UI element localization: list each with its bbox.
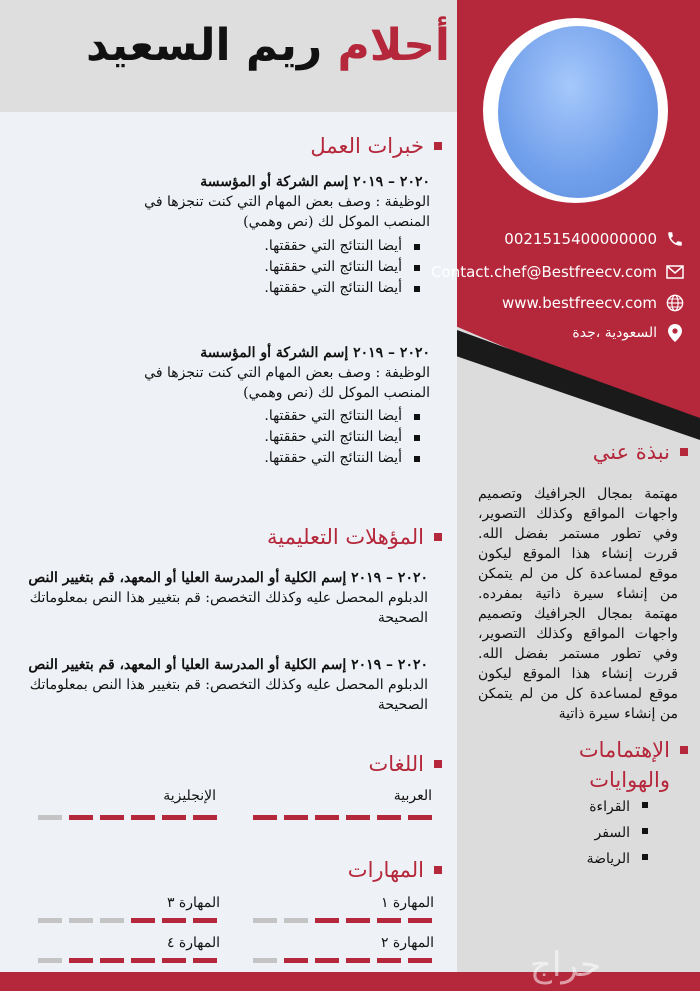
level-dash-filled bbox=[284, 815, 308, 820]
level-dash-empty bbox=[253, 958, 277, 963]
level-dash-filled bbox=[315, 815, 339, 820]
about-section-title bbox=[593, 440, 688, 464]
level-dash-empty bbox=[38, 815, 62, 820]
language-level-bar bbox=[253, 815, 432, 820]
job-results-1 bbox=[140, 236, 420, 299]
list-item: القراءة bbox=[508, 794, 648, 820]
list-item: أيضا النتائج التي حققتها. bbox=[140, 257, 420, 278]
level-dash-filled bbox=[131, 958, 155, 963]
level-dash-filled bbox=[346, 815, 370, 820]
education-title-text: المؤهلات التعليمية bbox=[267, 525, 424, 549]
level-dash-filled bbox=[377, 918, 401, 923]
hobbies-list bbox=[508, 794, 648, 872]
list-item: أيضا النتائج التي حققتها. bbox=[140, 236, 420, 257]
skill-label: المهارة ٤ bbox=[166, 935, 220, 951]
globe-icon bbox=[665, 293, 685, 313]
email-text[interactable]: Contact.chef@Bestfreecv.com bbox=[431, 263, 657, 281]
section-marker bbox=[434, 142, 442, 150]
list-item: الرياضة bbox=[508, 846, 648, 872]
location-text: السعودية ،جدة bbox=[572, 325, 657, 341]
location-pin-icon bbox=[665, 323, 685, 343]
list-item: أيضا النتائج التي حققتها. bbox=[140, 406, 420, 427]
about-text: مهتمة بمجال الجرافيك وتصميم واجهات المواقع وكذلك التصوير، وفي تطور مستمر بفضل الله. قررت إنشاء هذا الموقع ليكون موقع لمساعدة كل من لم يتمكن من إنشاء سيرة ذاتية بمفرده. مهتمة بمجال الجرافيك وتصميم واجهات المواقع وكذلك التصوير، وفي تطور مستمر بفضل الله. قررت إنشاء هذا الموقع ليكون موقع لمساعدة كل من لم يتمكن من إنشاء سيرة ذاتية bbox=[478, 486, 678, 722]
education-heading: ٢٠٢٠ – ٢٠١٩ إسم الكلية أو المدرسة العليا أو المعهد، قم بتغيير النص bbox=[28, 570, 428, 586]
envelope-icon bbox=[665, 262, 685, 282]
job-entry-2 bbox=[122, 343, 442, 403]
level-dash-empty bbox=[38, 958, 62, 963]
level-dash-filled bbox=[408, 958, 432, 963]
education-section-title bbox=[267, 525, 442, 549]
last-name: ريم السعيد bbox=[85, 20, 323, 71]
level-dash-filled bbox=[69, 958, 93, 963]
level-dash-filled bbox=[193, 958, 217, 963]
level-dash-empty bbox=[253, 918, 277, 923]
level-dash-filled bbox=[315, 958, 339, 963]
level-dash-empty bbox=[100, 918, 124, 923]
list-item: أيضا النتائج التي حققتها. bbox=[140, 427, 420, 448]
section-marker bbox=[680, 448, 688, 456]
hobbies-title-text: الإهتمامات والهوايات bbox=[578, 738, 670, 792]
skill-level-bar bbox=[253, 958, 432, 963]
skill-label: المهارة ٣ bbox=[166, 895, 220, 911]
level-dash-filled bbox=[131, 815, 155, 820]
level-dash-filled bbox=[315, 918, 339, 923]
phone-text: 0021515400000000 bbox=[504, 230, 657, 248]
phone-icon bbox=[665, 229, 685, 249]
job-heading: ٢٠٢٠ – ٢٠١٩ إسم الشركة أو المؤسسة bbox=[200, 174, 430, 190]
level-dash-filled bbox=[346, 958, 370, 963]
education-description: الدبلوم المحصل عليه وكذلك التخصص: قم بتغيير هذا النص بمعلوماتك الصحيحة bbox=[29, 590, 428, 626]
level-dash-filled bbox=[162, 918, 186, 923]
skill-level-bar bbox=[38, 958, 217, 963]
first-name: أحلام bbox=[337, 20, 450, 71]
level-dash-filled bbox=[408, 815, 432, 820]
section-marker bbox=[434, 533, 442, 541]
languages-title-text: اللغات bbox=[368, 752, 424, 776]
education-entry-2 bbox=[18, 655, 428, 715]
list-item: السفر bbox=[508, 820, 648, 846]
job-results-2 bbox=[140, 406, 420, 469]
job-entry-1 bbox=[122, 172, 442, 232]
language-label: الإنجليزية bbox=[163, 788, 216, 804]
watermark: حراج bbox=[530, 945, 602, 985]
level-dash-filled bbox=[100, 958, 124, 963]
level-dash-filled bbox=[162, 958, 186, 963]
level-dash-filled bbox=[69, 815, 93, 820]
skill-level-bar bbox=[253, 918, 432, 923]
level-dash-filled bbox=[377, 958, 401, 963]
languages-section-title bbox=[369, 752, 442, 776]
education-heading: ٢٠٢٠ – ٢٠١٩ إسم الكلية أو المدرسة العليا أو المعهد، قم بتغيير النص bbox=[28, 657, 428, 673]
skill-label: المهارة ٢ bbox=[380, 935, 434, 951]
job-heading: ٢٠٢٠ – ٢٠١٩ إسم الشركة أو المؤسسة bbox=[200, 345, 430, 361]
list-item: أيضا النتائج التي حققتها. bbox=[140, 278, 420, 299]
hobbies-section-title bbox=[538, 735, 688, 795]
section-marker bbox=[434, 866, 442, 874]
skill-level-bar bbox=[38, 918, 217, 923]
website-text[interactable]: www.bestfreecv.com bbox=[502, 294, 657, 312]
education-entry-1 bbox=[18, 568, 428, 628]
job-description: الوظيفة : وصف بعض المهام التي كنت تنجزها في المنصب الموكل لك (نص وهمي) bbox=[144, 194, 430, 230]
level-dash-filled bbox=[162, 815, 186, 820]
skills-section-title bbox=[348, 858, 442, 882]
level-dash-empty bbox=[38, 918, 62, 923]
experience-title-text: خبرات العمل bbox=[310, 134, 424, 158]
contact-email bbox=[431, 259, 685, 285]
level-dash-empty bbox=[69, 918, 93, 923]
profile-photo bbox=[498, 26, 658, 198]
contact-website bbox=[470, 290, 685, 316]
language-level-bar bbox=[38, 815, 217, 820]
level-dash-filled bbox=[193, 918, 217, 923]
education-description: الدبلوم المحصل عليه وكذلك التخصص: قم بتغيير هذا النص بمعلوماتك الصحيحة bbox=[29, 677, 428, 713]
level-dash-filled bbox=[284, 958, 308, 963]
level-dash-filled bbox=[131, 918, 155, 923]
level-dash-empty bbox=[284, 918, 308, 923]
level-dash-filled bbox=[377, 815, 401, 820]
level-dash-filled bbox=[408, 918, 432, 923]
level-dash-filled bbox=[253, 815, 277, 820]
list-item: أيضا النتائج التي حققتها. bbox=[140, 448, 420, 469]
about-title-text: نبذة عني bbox=[592, 440, 670, 464]
language-label: العربية bbox=[393, 788, 432, 804]
contact-location bbox=[470, 320, 685, 346]
contact-phone bbox=[470, 226, 685, 252]
section-marker bbox=[434, 760, 442, 768]
level-dash-filled bbox=[100, 815, 124, 820]
job-description: الوظيفة : وصف بعض المهام التي كنت تنجزها في المنصب الموكل لك (نص وهمي) bbox=[144, 365, 430, 401]
level-dash-filled bbox=[193, 815, 217, 820]
skill-label: المهارة ١ bbox=[380, 895, 434, 911]
candidate-name bbox=[86, 20, 450, 71]
experience-section-title bbox=[310, 134, 442, 158]
level-dash-filled bbox=[346, 918, 370, 923]
section-marker bbox=[680, 746, 688, 754]
skills-title-text: المهارات bbox=[347, 858, 424, 882]
